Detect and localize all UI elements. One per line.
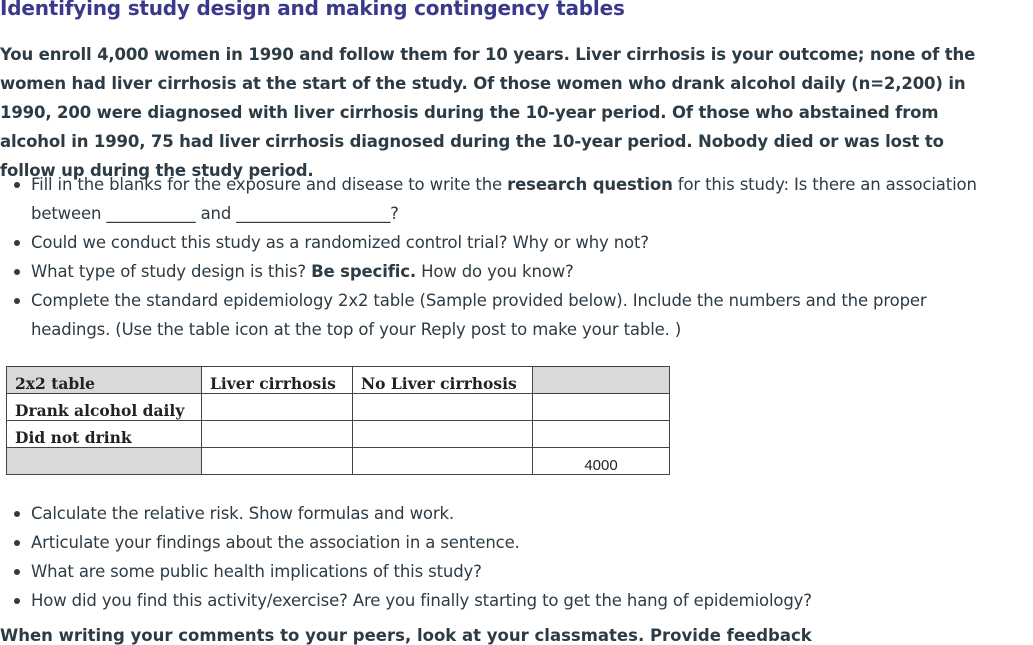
- table-cell: [533, 367, 670, 394]
- contingency-table: [6, 366, 670, 475]
- table-header-row: [7, 367, 670, 394]
- table-cell: [202, 394, 353, 421]
- table-row: [7, 448, 670, 475]
- table-cell: Drank alcohol daily: [7, 394, 202, 421]
- cutoff-paragraph: When writing your comments to your peers, look at your classmates. Provide feedback: [0, 626, 812, 645]
- table-cell: [533, 394, 670, 421]
- table-cell: Did not drink: [7, 421, 202, 448]
- table-cell: [353, 448, 533, 475]
- table-cell: [533, 421, 670, 448]
- table-cell: 2x2 table: [7, 367, 202, 394]
- page-title: Identifying study design and making contingency tables: [0, 0, 625, 20]
- list-item: What are some public health implications of this study?: [31, 557, 1001, 586]
- table-cell: [353, 394, 533, 421]
- list-item: Fill in the blanks for the exposure and disease to write the research question for this study: Is there an association between ___________ and ___________________?: [31, 170, 1001, 228]
- list-item: What type of study design is this? Be specific. How do you know?: [31, 257, 1001, 286]
- research-question-emphasis: research question: [507, 175, 673, 194]
- total-count-cell: 4000: [533, 448, 670, 475]
- list-item: How did you find this activity/exercise? Are you finally starting to get the hang of epidemiology?: [31, 586, 1001, 615]
- list-item: Complete the standard epidemiology 2x2 table (Sample provided below). Include the numbers and the proper headings. (Use the table icon at the top of your Reply post to make your table. ): [31, 286, 1001, 344]
- table-cell: No Liver cirrhosis: [353, 367, 533, 394]
- be-specific-emphasis: Be specific.: [311, 262, 416, 281]
- question-list-bottom: [0, 499, 1001, 615]
- list-item: Articulate your findings about the association in a sentence.: [31, 528, 1001, 557]
- scenario-paragraph: You enroll 4,000 women in 1990 and follow them for 10 years. Liver cirrhosis is your outcome; none of the women had liver cirrhosis at the start of the study. Of those women who drank alcohol daily (n=2,200) in 1990, 200 were diagnosed with liver cirrhosis during the 10-year period. Of those who abstained from alcohol in 1990, 75 had liver cirrhosis diagnosed during the 10-year period. Nobody died or was lost to follow up during the study period.: [0, 45, 976, 180]
- table-cell: [353, 421, 533, 448]
- table-cell: [7, 448, 202, 475]
- list-item: Could we conduct this study as a randomized control trial? Why or why not?: [31, 228, 1001, 257]
- table-cell: [202, 448, 353, 475]
- list-item: Calculate the relative risk. Show formulas and work.: [31, 499, 1001, 528]
- table-row: [7, 421, 670, 448]
- question-list-top: [0, 170, 1001, 344]
- table-cell: Liver cirrhosis: [202, 367, 353, 394]
- table-cell: [202, 421, 353, 448]
- table-row: [7, 394, 670, 421]
